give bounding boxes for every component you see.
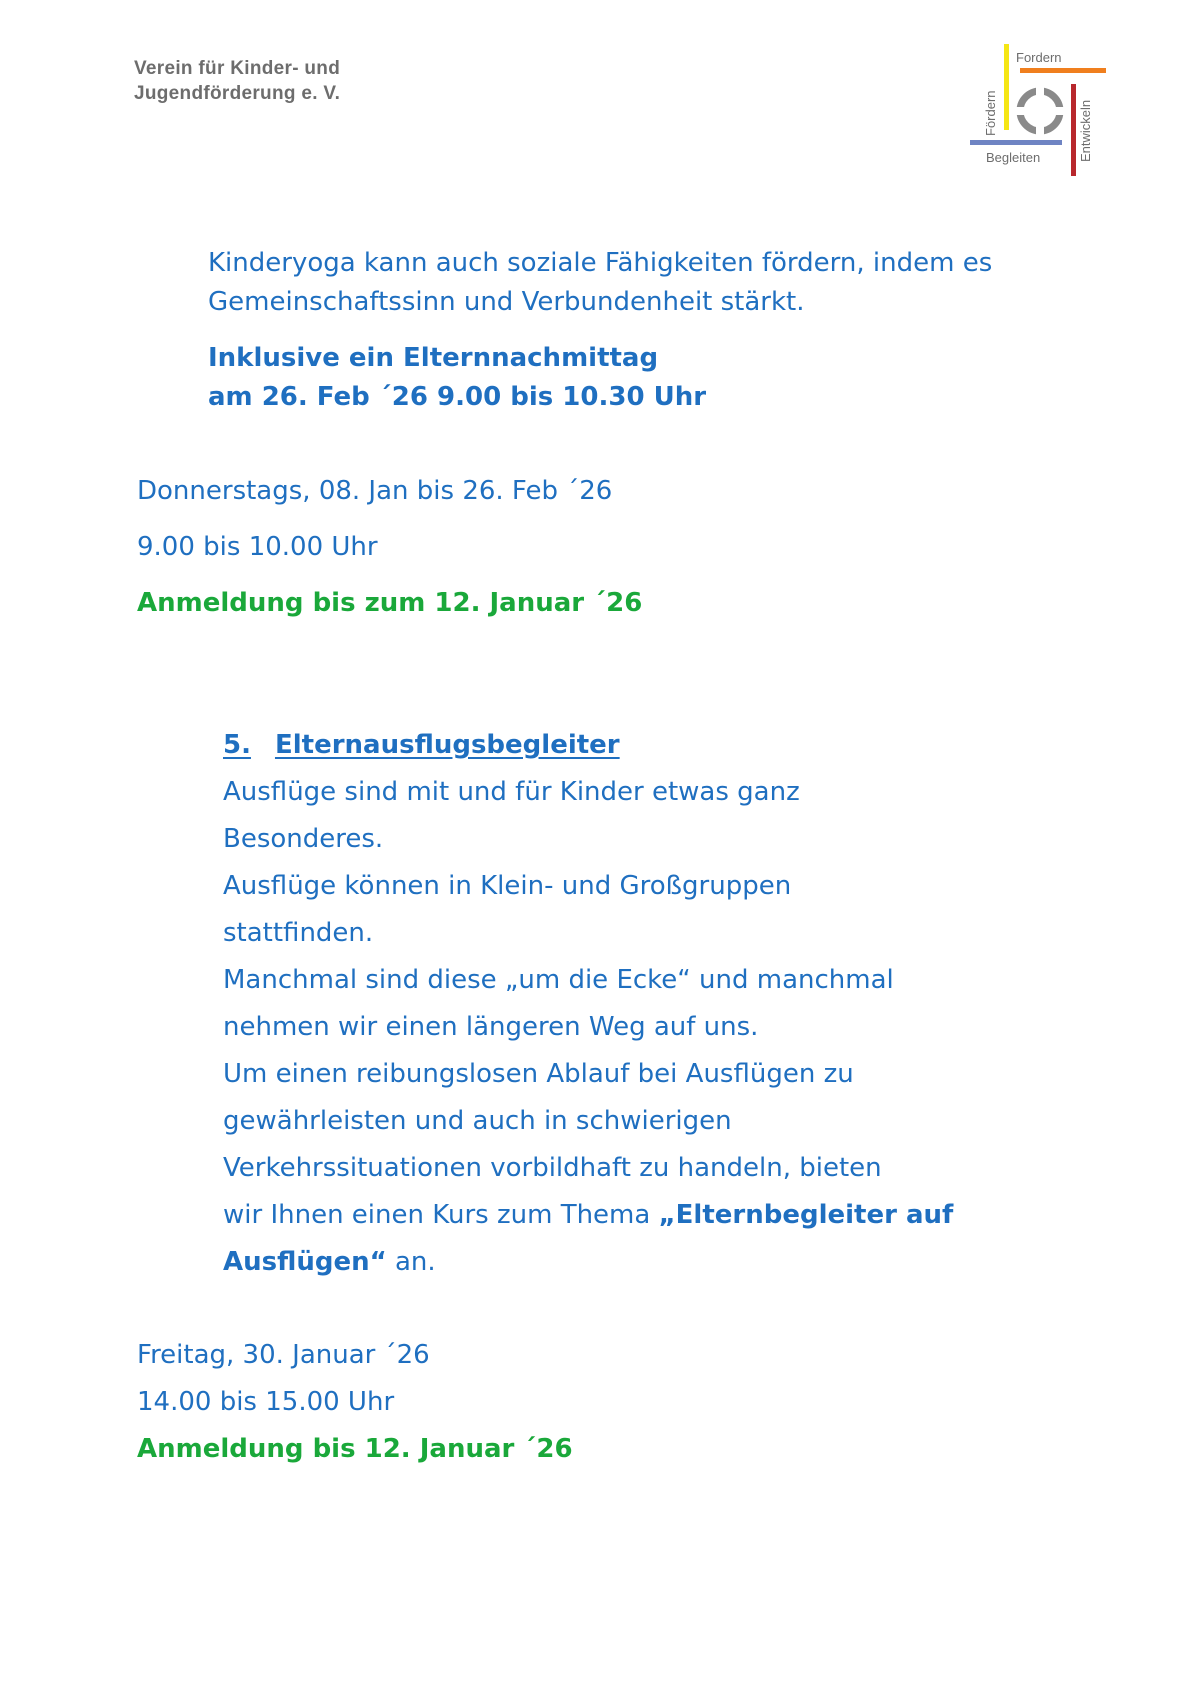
section-5-line: Um einen reibungslosen Ablauf bei Ausflügen zu (223, 1059, 854, 1089)
logo-text-fordern: Fordern (1016, 50, 1062, 65)
section-5-line: Verkehrssituationen vorbildhaft zu handeln, bieten (223, 1153, 882, 1183)
section-5-line: Besonderes. (223, 824, 384, 854)
yoga-course-time: 9.00 bis 10.00 Uhr (137, 532, 378, 562)
excursion-course-date: Freitag, 30. Januar ´26 (137, 1340, 430, 1370)
section-5-line: Ausflüge sind mit und für Kinder etwas ganz (223, 777, 800, 807)
logo-bar-red (1071, 84, 1076, 176)
organization-logo (970, 44, 1110, 176)
section-5-line-course-end (223, 1243, 436, 1282)
logo-text-begleiten: Begleiten (986, 150, 1041, 165)
course-outro-text: an. (386, 1247, 436, 1277)
logo-bar-blue (970, 140, 1062, 145)
section-5-line: stattfinden. (223, 918, 374, 948)
section-5-line-course (223, 1196, 953, 1235)
yoga-registration-deadline: Anmeldung bis zum 12. Januar ´26 (137, 588, 643, 618)
excursion-course-time: 14.00 bis 15.00 Uhr (137, 1387, 395, 1417)
excursion-registration-deadline: Anmeldung bis 12. Januar ´26 (137, 1434, 573, 1464)
logo-bar-yellow (1004, 44, 1009, 130)
logo-ring-icon (1020, 91, 1060, 131)
section-5-heading (223, 726, 620, 765)
section-5-line: gewährleisten und auch in schwierigen (223, 1106, 732, 1136)
organization-name (134, 56, 340, 106)
org-line-2: Jugendförderung e. V. (134, 83, 341, 104)
yoga-text-line-1: Kinderyoga kann auch soziale Fähigkeiten fördern, indem es (208, 248, 993, 278)
section-number: 5. (223, 730, 251, 760)
logo-text-entwickeln: Entwickeln (1078, 99, 1093, 162)
yoga-course-dates: Donnerstags, 08. Jan bis 26. Feb ´26 (137, 476, 613, 506)
org-line-1: Verein für Kinder- und (134, 58, 341, 79)
course-intro-text: wir Ihnen einen Kurs zum Thema (223, 1200, 659, 1230)
logo-bar-orange (1020, 68, 1106, 73)
course-title-part-2: Ausflügen“ (223, 1247, 387, 1277)
section-5-line: nehmen wir einen längeren Weg auf uns. (223, 1012, 759, 1042)
parent-afternoon-title: Inklusive ein Elternnachmittag (208, 343, 659, 373)
logo-text-foerdern: Fördern (983, 90, 998, 136)
course-title-part-1: „Elternbegleiter auf (658, 1200, 954, 1230)
section-5-line: Ausflüge können in Klein- und Großgruppen (223, 871, 792, 901)
yoga-text-line-2: Gemeinschaftssinn und Verbundenheit stärkt. (208, 287, 805, 317)
section-title: Elternausflugsbegleiter (274, 730, 620, 760)
parent-afternoon-date: am 26. Feb ´26 9.00 bis 10.30 Uhr (208, 382, 707, 412)
section-5-line: Manchmal sind diese „um die Ecke“ und manchmal (223, 965, 894, 995)
